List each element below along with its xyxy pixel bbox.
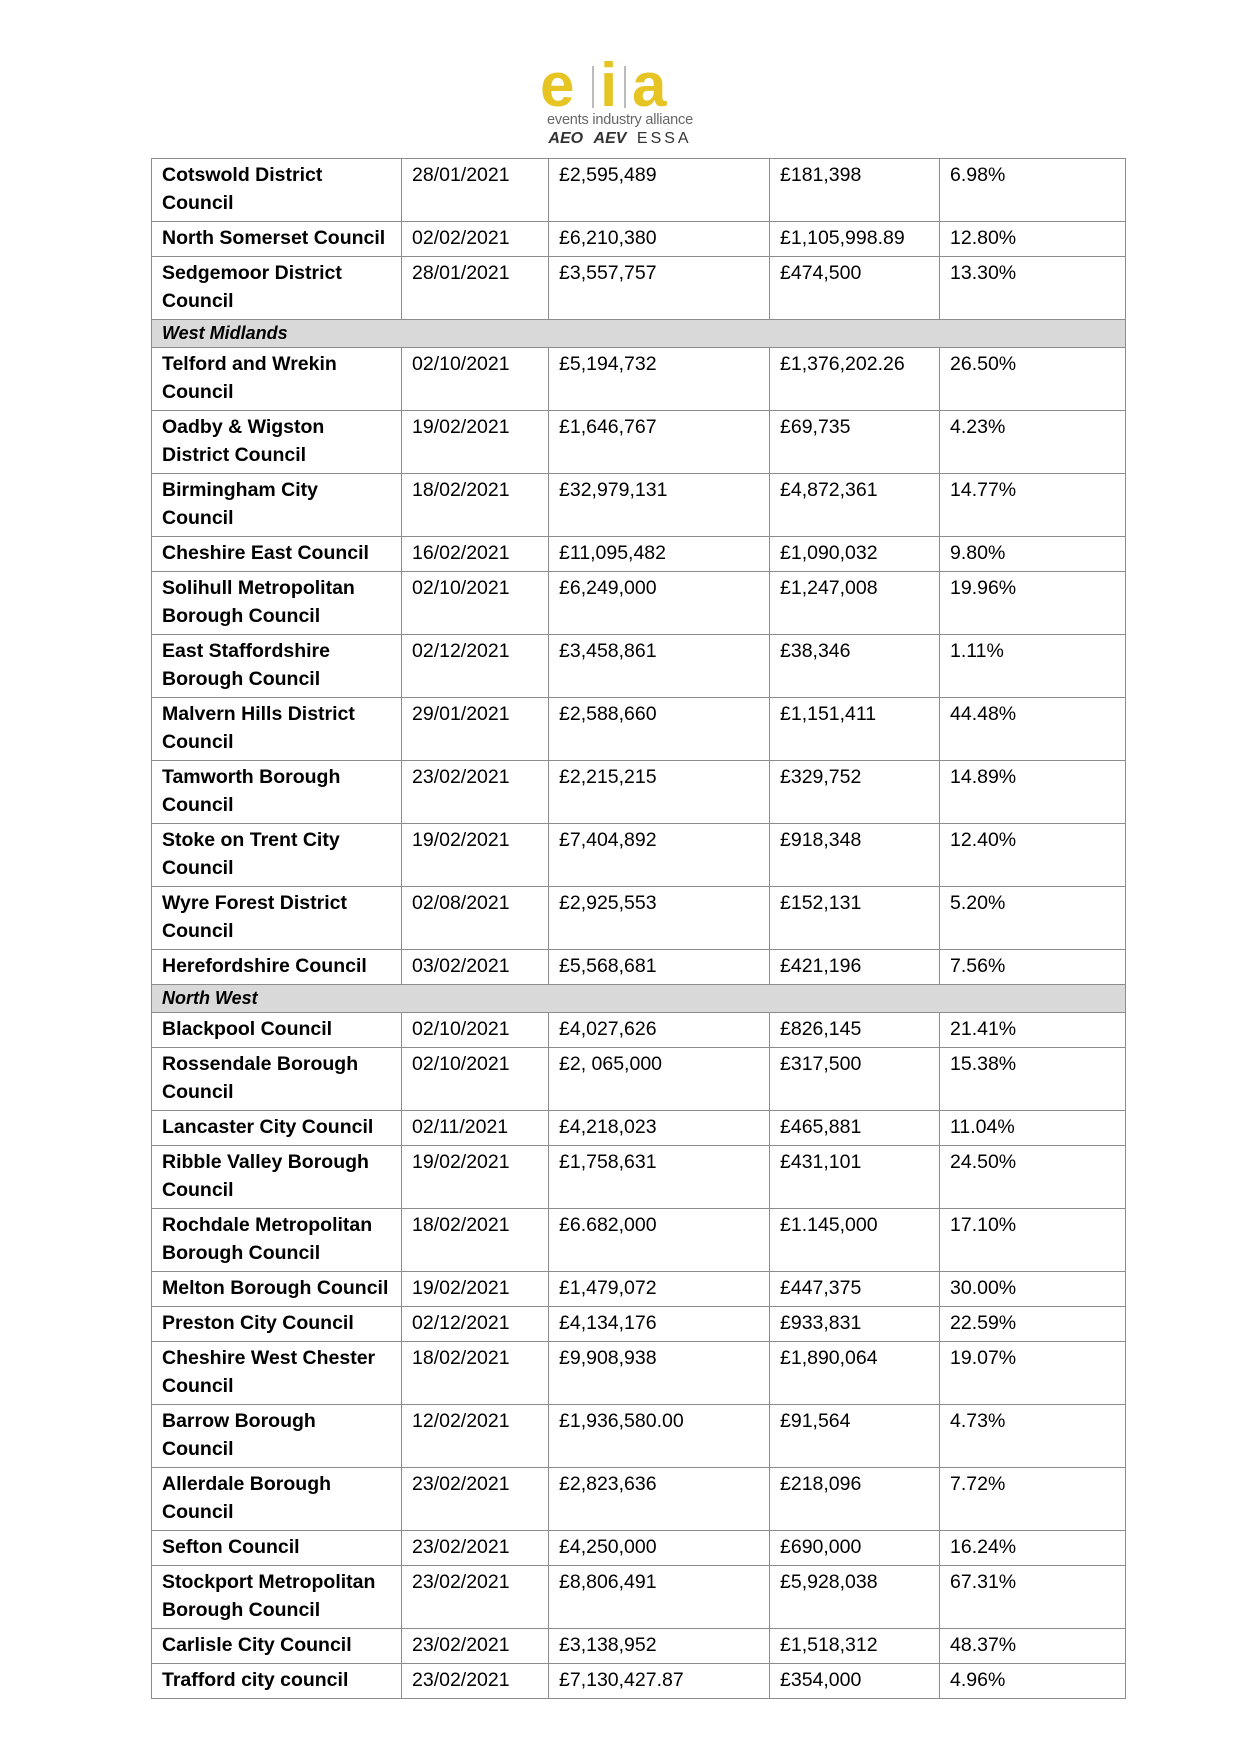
date-cell: 02/02/2021 xyxy=(402,222,549,257)
amount-cell: £91,564 xyxy=(770,1405,940,1468)
total-amount-cell: £4,250,000 xyxy=(549,1531,770,1566)
percent-cell: 5.20% xyxy=(940,887,1126,950)
percent-cell: 44.48% xyxy=(940,698,1126,761)
table-row xyxy=(152,222,1126,257)
amount-cell: £1,890,064 xyxy=(770,1342,940,1405)
amount-cell: £431,101 xyxy=(770,1146,940,1209)
council-name-cell: East Staffordshire Borough Council xyxy=(152,635,402,698)
logo-letter-a: a xyxy=(632,60,667,116)
council-name-cell: Blackpool Council xyxy=(152,1013,402,1048)
total-amount-cell: £3,138,952 xyxy=(549,1629,770,1664)
table-row xyxy=(152,887,1126,950)
table-row xyxy=(152,950,1126,985)
council-name-cell: Rochdale Metropolitan Borough Council xyxy=(152,1209,402,1272)
council-name-cell: Cheshire East Council xyxy=(152,537,402,572)
table-row xyxy=(152,1272,1126,1307)
table-row xyxy=(152,1013,1126,1048)
date-cell: 19/02/2021 xyxy=(402,824,549,887)
percent-cell: 1.11% xyxy=(940,635,1126,698)
amount-cell: £690,000 xyxy=(770,1531,940,1566)
amount-cell: £354,000 xyxy=(770,1664,940,1699)
table-row xyxy=(152,537,1126,572)
table-row xyxy=(152,411,1126,474)
council-name-cell: Ribble Valley Borough Council xyxy=(152,1146,402,1209)
total-amount-cell: £3,557,757 xyxy=(549,257,770,320)
table-row xyxy=(152,474,1126,537)
date-cell: 29/01/2021 xyxy=(402,698,549,761)
amount-cell: £181,398 xyxy=(770,159,940,222)
amount-cell: £5,928,038 xyxy=(770,1566,940,1629)
total-amount-cell: £5,568,681 xyxy=(549,950,770,985)
council-name-cell: Tamworth Borough Council xyxy=(152,761,402,824)
table-row xyxy=(152,348,1126,411)
date-cell: 02/11/2021 xyxy=(402,1111,549,1146)
logo-letter-i: i xyxy=(600,60,618,116)
amount-cell: £1,105,998.89 xyxy=(770,222,940,257)
amount-cell: £69,735 xyxy=(770,411,940,474)
amount-cell: £317,500 xyxy=(770,1048,940,1111)
date-cell: 19/02/2021 xyxy=(402,1272,549,1307)
date-cell: 23/02/2021 xyxy=(402,1566,549,1629)
region-header: West Midlands xyxy=(152,320,1126,348)
table-row xyxy=(152,1307,1126,1342)
percent-cell: 12.40% xyxy=(940,824,1126,887)
council-grants-table xyxy=(151,158,1126,1699)
date-cell: 28/01/2021 xyxy=(402,159,549,222)
date-cell: 23/02/2021 xyxy=(402,1664,549,1699)
percent-cell: 12.80% xyxy=(940,222,1126,257)
total-amount-cell: £2,588,660 xyxy=(549,698,770,761)
table-row xyxy=(152,159,1126,222)
percent-cell: 15.38% xyxy=(940,1048,1126,1111)
total-amount-cell: £1,936,580.00 xyxy=(549,1405,770,1468)
council-name-cell: Trafford city council xyxy=(152,1664,402,1699)
council-name-cell: Melton Borough Council xyxy=(152,1272,402,1307)
total-amount-cell: £6,249,000 xyxy=(549,572,770,635)
date-cell: 23/02/2021 xyxy=(402,761,549,824)
amount-cell: £826,145 xyxy=(770,1013,940,1048)
percent-cell: 22.59% xyxy=(940,1307,1126,1342)
total-amount-cell: £5,194,732 xyxy=(549,348,770,411)
total-amount-cell: £9,908,938 xyxy=(549,1342,770,1405)
amount-cell: £918,348 xyxy=(770,824,940,887)
council-name-cell: Carlisle City Council xyxy=(152,1629,402,1664)
amount-cell: £447,375 xyxy=(770,1272,940,1307)
council-name-cell: Cheshire West Chester Council xyxy=(152,1342,402,1405)
total-amount-cell: £2,823,636 xyxy=(549,1468,770,1531)
council-name-cell: Barrow Borough Council xyxy=(152,1405,402,1468)
amount-cell: £329,752 xyxy=(770,761,940,824)
percent-cell: 19.96% xyxy=(940,572,1126,635)
amount-cell: £421,196 xyxy=(770,950,940,985)
percent-cell: 19.07% xyxy=(940,1342,1126,1405)
date-cell: 02/10/2021 xyxy=(402,348,549,411)
table-row xyxy=(152,1209,1126,1272)
date-cell: 02/12/2021 xyxy=(402,1307,549,1342)
date-cell: 03/02/2021 xyxy=(402,950,549,985)
association-aeo: AEO xyxy=(548,130,584,147)
total-amount-cell: £4,134,176 xyxy=(549,1307,770,1342)
percent-cell: 13.30% xyxy=(940,257,1126,320)
total-amount-cell: £2,925,553 xyxy=(549,887,770,950)
table-row xyxy=(152,761,1126,824)
date-cell: 28/01/2021 xyxy=(402,257,549,320)
total-amount-cell: £6,210,380 xyxy=(549,222,770,257)
association-aev: AEV xyxy=(593,130,627,147)
percent-cell: 24.50% xyxy=(940,1146,1126,1209)
percent-cell: 6.98% xyxy=(940,159,1126,222)
amount-cell: £38,346 xyxy=(770,635,940,698)
region-header-row xyxy=(152,320,1126,348)
percent-cell: 4.96% xyxy=(940,1664,1126,1699)
date-cell: 18/02/2021 xyxy=(402,1209,549,1272)
amount-cell: £152,131 xyxy=(770,887,940,950)
logo-letter-e: e xyxy=(540,60,575,116)
council-name-cell: North Somerset Council xyxy=(152,222,402,257)
total-amount-cell: £1,758,631 xyxy=(549,1146,770,1209)
percent-cell: 7.56% xyxy=(940,950,1126,985)
total-amount-cell: £4,218,023 xyxy=(549,1111,770,1146)
total-amount-cell: £7,130,427.87 xyxy=(549,1664,770,1699)
table-row xyxy=(152,1566,1126,1629)
table-row xyxy=(152,1664,1126,1699)
eia-logo xyxy=(535,60,705,155)
amount-cell: £474,500 xyxy=(770,257,940,320)
total-amount-cell: £2,595,489 xyxy=(549,159,770,222)
total-amount-cell: £1,646,767 xyxy=(549,411,770,474)
percent-cell: 16.24% xyxy=(940,1531,1126,1566)
amount-cell: £4,872,361 xyxy=(770,474,940,537)
date-cell: 02/10/2021 xyxy=(402,1048,549,1111)
table-row xyxy=(152,1146,1126,1209)
percent-cell: 21.41% xyxy=(940,1013,1126,1048)
total-amount-cell: £6.682,000 xyxy=(549,1209,770,1272)
total-amount-cell: £32,979,131 xyxy=(549,474,770,537)
percent-cell: 14.89% xyxy=(940,761,1126,824)
percent-cell: 48.37% xyxy=(940,1629,1126,1664)
total-amount-cell: £2, 065,000 xyxy=(549,1048,770,1111)
total-amount-cell: £7,404,892 xyxy=(549,824,770,887)
council-name-cell: Wyre Forest District Council xyxy=(152,887,402,950)
total-amount-cell: £8,806,491 xyxy=(549,1566,770,1629)
date-cell: 12/02/2021 xyxy=(402,1405,549,1468)
table-row xyxy=(152,1468,1126,1531)
council-name-cell: Oadby & Wigston District Council xyxy=(152,411,402,474)
table-row xyxy=(152,1342,1126,1405)
council-name-cell: Sefton Council xyxy=(152,1531,402,1566)
logo-tagline: events industry alliance xyxy=(547,112,693,128)
date-cell: 02/08/2021 xyxy=(402,887,549,950)
table-body xyxy=(152,159,1126,1699)
council-name-cell: Birmingham City Council xyxy=(152,474,402,537)
council-name-cell: Lancaster City Council xyxy=(152,1111,402,1146)
amount-cell: £1.145,000 xyxy=(770,1209,940,1272)
table-row xyxy=(152,1111,1126,1146)
total-amount-cell: £3,458,861 xyxy=(549,635,770,698)
table-row xyxy=(152,698,1126,761)
date-cell: 23/02/2021 xyxy=(402,1531,549,1566)
amount-cell: £1,247,008 xyxy=(770,572,940,635)
council-name-cell: Solihull Metropolitan Borough Council xyxy=(152,572,402,635)
table-row xyxy=(152,257,1126,320)
date-cell: 19/02/2021 xyxy=(402,1146,549,1209)
association-essa: ESSA xyxy=(636,130,692,147)
percent-cell: 30.00% xyxy=(940,1272,1126,1307)
date-cell: 19/02/2021 xyxy=(402,411,549,474)
total-amount-cell: £4,027,626 xyxy=(549,1013,770,1048)
council-name-cell: Stockport Metropolitan Borough Council xyxy=(152,1566,402,1629)
council-name-cell: Sedgemoor District Council xyxy=(152,257,402,320)
table-row xyxy=(152,572,1126,635)
region-header-row xyxy=(152,985,1126,1013)
percent-cell: 17.10% xyxy=(940,1209,1126,1272)
percent-cell: 7.72% xyxy=(940,1468,1126,1531)
table-row xyxy=(152,1629,1126,1664)
logo-associations xyxy=(535,130,705,148)
council-name-cell: Herefordshire Council xyxy=(152,950,402,985)
table-row xyxy=(152,1048,1126,1111)
council-name-cell: Rossendale Borough Council xyxy=(152,1048,402,1111)
total-amount-cell: £1,479,072 xyxy=(549,1272,770,1307)
total-amount-cell: £2,215,215 xyxy=(549,761,770,824)
percent-cell: 9.80% xyxy=(940,537,1126,572)
percent-cell: 4.73% xyxy=(940,1405,1126,1468)
date-cell: 18/02/2021 xyxy=(402,1342,549,1405)
amount-cell: £1,518,312 xyxy=(770,1629,940,1664)
amount-cell: £933,831 xyxy=(770,1307,940,1342)
total-amount-cell: £11,095,482 xyxy=(549,537,770,572)
percent-cell: 26.50% xyxy=(940,348,1126,411)
council-name-cell: Cotswold District Council xyxy=(152,159,402,222)
percent-cell: 4.23% xyxy=(940,411,1126,474)
amount-cell: £465,881 xyxy=(770,1111,940,1146)
table-row xyxy=(152,1405,1126,1468)
amount-cell: £1,376,202.26 xyxy=(770,348,940,411)
region-header: North West xyxy=(152,985,1126,1013)
date-cell: 18/02/2021 xyxy=(402,474,549,537)
amount-cell: £1,090,032 xyxy=(770,537,940,572)
eia-logo-mark xyxy=(540,60,700,116)
council-name-cell: Preston City Council xyxy=(152,1307,402,1342)
table-row xyxy=(152,635,1126,698)
council-name-cell: Allerdale Borough Council xyxy=(152,1468,402,1531)
percent-cell: 14.77% xyxy=(940,474,1126,537)
date-cell: 23/02/2021 xyxy=(402,1629,549,1664)
percent-cell: 67.31% xyxy=(940,1566,1126,1629)
date-cell: 23/02/2021 xyxy=(402,1468,549,1531)
date-cell: 02/10/2021 xyxy=(402,1013,549,1048)
amount-cell: £1,151,411 xyxy=(770,698,940,761)
logo-divider xyxy=(624,66,626,108)
council-name-cell: Malvern Hills District Council xyxy=(152,698,402,761)
table-row xyxy=(152,824,1126,887)
percent-cell: 11.04% xyxy=(940,1111,1126,1146)
date-cell: 02/12/2021 xyxy=(402,635,549,698)
council-name-cell: Stoke on Trent City Council xyxy=(152,824,402,887)
table-row xyxy=(152,1531,1126,1566)
date-cell: 16/02/2021 xyxy=(402,537,549,572)
logo-divider xyxy=(592,66,594,108)
council-name-cell: Telford and Wrekin Council xyxy=(152,348,402,411)
amount-cell: £218,096 xyxy=(770,1468,940,1531)
date-cell: 02/10/2021 xyxy=(402,572,549,635)
